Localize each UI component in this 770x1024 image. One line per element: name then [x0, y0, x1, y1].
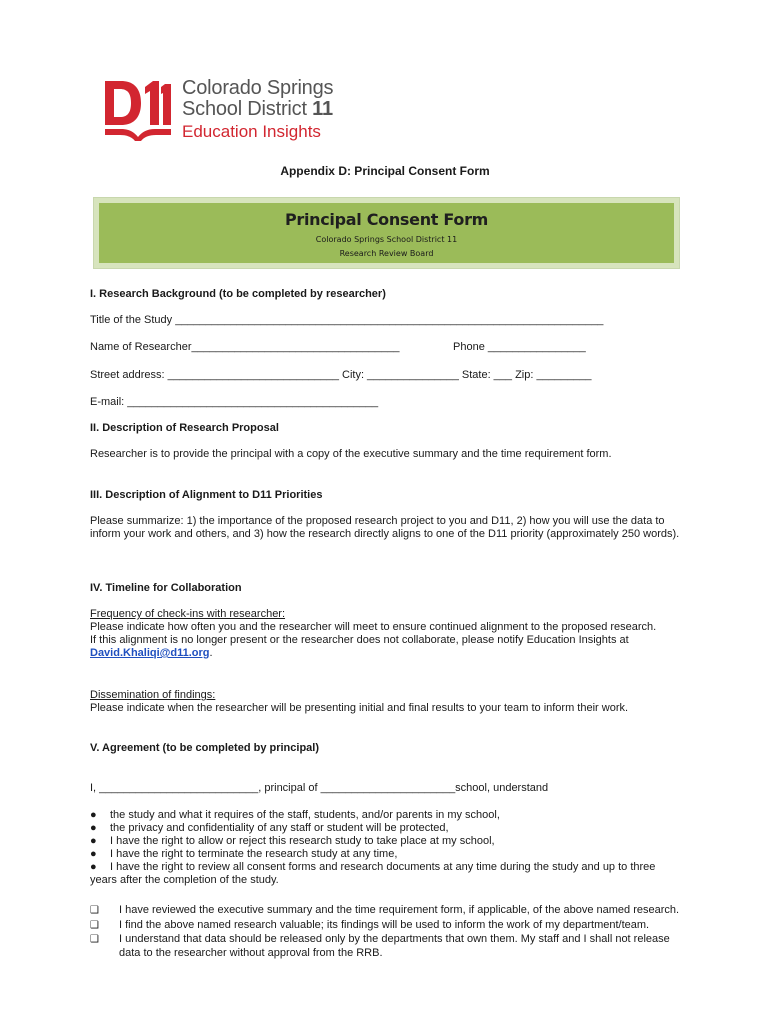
list-item: ● the privacy and confidentiality of any staff or student will be protected, — [90, 822, 449, 834]
logo-line-1: Colorado Springs — [182, 77, 334, 99]
checkbox-icon[interactable]: ❑ — [90, 919, 99, 931]
logo-line-2: School District 11 — [182, 98, 333, 120]
section-1-heading: I. Research Background (to be completed by researcher) — [90, 288, 386, 300]
address-field[interactable]: Street address: ____________________________ City: _______________ State: ___ Zip: _________ — [90, 369, 592, 381]
logo-one-a — [145, 81, 159, 125]
researcher-name-field[interactable]: Name of Researcher__________________________________ — [90, 341, 400, 353]
logo-wordmark — [182, 78, 333, 140]
email-field[interactable]: E-mail: _________________________________________ — [90, 396, 379, 408]
frequency-text-1: Please indicate how often you and the researcher will meet to ensure continued alignment to the proposed research. — [90, 621, 657, 633]
frequency-label: Frequency of check-ins with researcher: — [90, 608, 286, 620]
checkbox-icon[interactable]: ❑ — [90, 934, 99, 945]
section-3-text: Please summarize: 1) the importance of the proposed research project to you and D11, 2) how you will use the data to inform your work and others, and 3) how the research directly aligns to one of the D11 priority (approximately 250 words). — [90, 515, 680, 540]
form-banner — [93, 197, 680, 269]
agreement-checkbox-row[interactable] — [90, 904, 690, 918]
logo-line-3: Education Insights — [182, 122, 321, 141]
form-title: Principal Consent Form — [284, 210, 489, 229]
dissemination-block — [90, 689, 680, 715]
checkbox-label: I have reviewed the executive summary and the time requirement form, if applicable, of the above named research. — [119, 904, 680, 916]
form-banner-inner — [99, 203, 674, 263]
appendix-title: Appendix D: Principal Consent Form — [280, 164, 490, 178]
section-4-heading: IV. Timeline for Collaboration — [90, 582, 242, 594]
agreement-checkbox-row[interactable] — [90, 933, 690, 960]
checkbox-label: I find the above named research valuable; its findings will be used to inform the work of my department/team. — [119, 918, 650, 931]
list-item-continuation: years after the completion of the study. — [90, 874, 279, 886]
list-item: ● the study and what it requires of the staff, students, and/or parents in my school, — [90, 809, 500, 821]
logo-d-shape — [105, 81, 141, 125]
logo-book-shape — [105, 129, 171, 141]
form-subtitle-district: Colorado Springs School District 11 — [315, 235, 458, 244]
checkbox-icon[interactable]: ❑ — [90, 905, 99, 916]
title-of-study-field[interactable]: Title of the Study ______________________________________________________________________ — [90, 314, 604, 326]
contact-email-line: David.Khaliqi@d11.org. — [90, 647, 213, 659]
section-5-heading: V. Agreement (to be completed by principal) — [90, 742, 320, 754]
d11-logo-mark — [103, 79, 173, 141]
section-3-heading: III. Description of Alignment to D11 Priorities — [90, 489, 323, 501]
dissemination-label: Dissemination of findings: — [90, 689, 216, 701]
list-item: ● I have the right to allow or reject this research study to take place at my school, — [90, 835, 495, 847]
list-item: ● I have the right to review all consent forms and research documents at any time during the study and up to three — [90, 861, 656, 873]
contact-email-link[interactable]: David.Khaliqi@d11.org — [90, 647, 210, 659]
frequency-block — [90, 608, 680, 660]
understanding-list — [90, 809, 690, 887]
section-2-heading: II. Description of Research Proposal — [90, 422, 279, 434]
section-2-text: Researcher is to provide the principal with a copy of the executive summary and the time requirement form. — [90, 448, 612, 460]
agreement-checklist — [90, 904, 690, 961]
logo-one-b — [161, 84, 171, 125]
dissemination-text: Please indicate when the researcher will be presenting initial and final results to your team to inform their work. — [90, 702, 629, 714]
checkbox-label: I understand that data should be released only by the departments that own them. My staff and I shall not release data to the researcher without approval from the RRB. — [119, 933, 670, 959]
principal-statement-field[interactable]: I, __________________________, principal of ______________________school, understand — [90, 782, 549, 794]
list-item: ● I have the right to terminate the research study at any time, — [90, 848, 398, 860]
frequency-text-2: If this alignment is no longer present or the researcher does not collaborate, please notify Education Insights at — [90, 634, 629, 646]
agreement-checkbox-row[interactable] — [90, 919, 690, 933]
form-subtitle-board: Research Review Board — [339, 249, 434, 258]
phone-field[interactable]: Phone ________________ — [453, 341, 586, 353]
